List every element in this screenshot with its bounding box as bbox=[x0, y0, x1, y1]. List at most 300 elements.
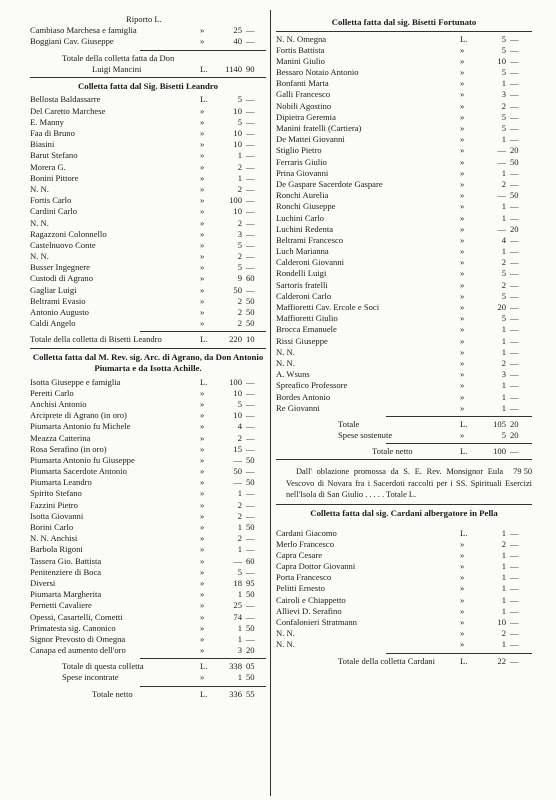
amount-cent: — bbox=[246, 421, 255, 432]
amount-lire: 5 bbox=[237, 94, 242, 105]
entry-name: Bellosta Baldassarre bbox=[30, 94, 101, 105]
currency-mark: » bbox=[200, 499, 205, 510]
amount-cent: — bbox=[510, 335, 519, 346]
amount-lire: 5 bbox=[501, 33, 506, 44]
amount-lire: 10 bbox=[233, 139, 242, 150]
entry-name: Ragazzoni Colonnello bbox=[30, 228, 107, 239]
amount-lire: 1 bbox=[501, 572, 506, 583]
ledger-row bbox=[30, 421, 266, 432]
ledger-row bbox=[276, 539, 532, 550]
amount-cent: 20 bbox=[510, 145, 519, 156]
currency-mark: » bbox=[200, 318, 205, 329]
ledger-row bbox=[276, 134, 532, 145]
ledger-row bbox=[30, 672, 266, 683]
entry-name: Fortis Carlo bbox=[30, 195, 72, 206]
ledger-row bbox=[30, 139, 266, 150]
entry-name: N. N. Anchisi bbox=[30, 533, 78, 544]
currency-mark: » bbox=[460, 572, 465, 583]
amount-lire: 1 bbox=[501, 594, 506, 605]
amount-cent: — bbox=[510, 44, 519, 55]
amount-cent: — bbox=[246, 150, 255, 161]
amount-lire: — bbox=[497, 145, 506, 156]
entry-name: Totale di questa colletta bbox=[62, 661, 144, 672]
entry-name: Beltrami Francesco bbox=[276, 234, 344, 245]
entry-name: Capra Dottor Giovanni bbox=[276, 561, 356, 572]
entry-name: Luch Marianna bbox=[276, 246, 329, 257]
top-rows bbox=[30, 14, 266, 48]
currency-mark: L. bbox=[200, 334, 208, 345]
ledger-row bbox=[30, 388, 266, 399]
currency-mark: » bbox=[460, 145, 465, 156]
amount-lire: 100 bbox=[493, 446, 506, 457]
currency-mark: » bbox=[200, 307, 205, 317]
entry-name: Capra Cesare bbox=[276, 549, 323, 560]
currency-mark: » bbox=[200, 387, 205, 398]
amount-cent: — bbox=[246, 387, 255, 398]
entry-name: Dipietra Geremia bbox=[276, 111, 336, 122]
amount-lire: — bbox=[497, 223, 506, 234]
currency-mark: » bbox=[200, 410, 205, 421]
rule bbox=[140, 686, 266, 687]
ledger-row bbox=[30, 488, 266, 499]
amount-lire: 5 bbox=[237, 566, 242, 577]
amount-cent: — bbox=[246, 239, 255, 250]
entry-name: N. N. bbox=[276, 357, 295, 368]
amount-lire: 3 bbox=[237, 645, 242, 656]
piumarta-totals bbox=[30, 661, 266, 683]
amount-lire: 1 bbox=[501, 201, 506, 212]
amount-lire: 5 bbox=[501, 290, 506, 301]
ledger-row bbox=[30, 162, 266, 173]
ledger-row bbox=[276, 246, 532, 257]
entry-name: N. N. Omegna bbox=[276, 33, 327, 44]
currency-mark: » bbox=[200, 522, 205, 532]
currency-mark: » bbox=[200, 217, 205, 228]
amount-lire: 1 bbox=[501, 212, 506, 223]
amount-lire: 50 bbox=[233, 466, 242, 477]
rule bbox=[276, 31, 532, 32]
entry-name: Cambiaso Marchesa e famiglia bbox=[30, 25, 137, 36]
amount-cent: 20 bbox=[510, 430, 519, 441]
left-column bbox=[30, 14, 266, 700]
entry-name: Isotta Giuseppe e famiglia bbox=[30, 376, 121, 387]
ledger-row bbox=[276, 235, 532, 246]
entry-name: N. N. bbox=[30, 251, 49, 262]
entry-name: Bessaro Notaio Antonio bbox=[276, 67, 359, 78]
ledger-row bbox=[30, 240, 266, 251]
ledger-row bbox=[276, 123, 532, 134]
currency-mark: » bbox=[460, 89, 465, 100]
amount-lire: 5 bbox=[501, 111, 506, 122]
currency-mark: » bbox=[200, 672, 205, 683]
entry-name: Barut Stefano bbox=[30, 150, 78, 161]
amount-lire: 5 bbox=[501, 430, 506, 441]
ledger-row bbox=[30, 25, 266, 36]
entry-name: Pelitti Ernesto bbox=[276, 583, 325, 594]
entry-name: Sartoris fratelli bbox=[276, 279, 328, 290]
ledger-row bbox=[30, 477, 266, 488]
currency-mark: L. bbox=[460, 446, 468, 457]
ledger-row bbox=[30, 522, 266, 533]
currency-mark: L. bbox=[460, 527, 468, 538]
amount-cent: — bbox=[510, 324, 519, 335]
entry-name: Piumarta Sacerdote Antonio bbox=[30, 466, 127, 477]
amount-lire: 1 bbox=[501, 246, 506, 257]
amount-cent: — bbox=[246, 398, 255, 409]
currency-mark: » bbox=[460, 402, 465, 413]
currency-mark: L. bbox=[200, 661, 208, 672]
amount-lire: 1 bbox=[501, 583, 506, 594]
amount-lire: 338 bbox=[229, 661, 242, 672]
amount-lire: 5 bbox=[501, 123, 506, 133]
entry-name: Cairoli e Chiappetto bbox=[276, 594, 346, 605]
currency-mark: » bbox=[460, 369, 465, 380]
amount-cent: — bbox=[510, 290, 519, 301]
currency-mark: » bbox=[200, 488, 205, 499]
currency-mark: » bbox=[200, 36, 205, 47]
amount-lire: 20 bbox=[497, 302, 506, 312]
entry-name: Barbola Rigoni bbox=[30, 544, 83, 555]
amount-lire: 10 bbox=[233, 105, 242, 116]
amount-lire: 1 bbox=[501, 346, 506, 357]
entry-name: De Mattei Giovanni bbox=[276, 134, 345, 145]
ledger-row bbox=[30, 399, 266, 410]
entry-name: Cardini Carlo bbox=[30, 206, 78, 217]
amount-cent: — bbox=[510, 246, 519, 257]
ledger-row bbox=[30, 262, 266, 273]
entry-name: Brocca Emanuele bbox=[276, 324, 337, 335]
entry-name: N. N. bbox=[276, 628, 295, 639]
amount-cent: — bbox=[246, 566, 255, 577]
amount-lire: 1140 bbox=[225, 63, 242, 74]
amount-lire: 2 bbox=[501, 628, 506, 639]
entry-name: Riporto L. bbox=[126, 14, 162, 24]
currency-mark: » bbox=[460, 246, 465, 257]
ledger-row bbox=[30, 410, 266, 421]
ledger-row bbox=[276, 446, 532, 457]
currency-mark: » bbox=[200, 510, 205, 521]
amount-lire: 18 bbox=[233, 577, 242, 588]
currency-mark: » bbox=[200, 421, 205, 432]
amount-cent: — bbox=[510, 212, 519, 223]
ledger-row bbox=[30, 661, 266, 672]
currency-mark: » bbox=[200, 273, 205, 284]
amount-cent: — bbox=[246, 183, 255, 194]
entry-name: Manini fratelli (Cartiera) bbox=[276, 123, 362, 133]
currency-mark: » bbox=[460, 44, 465, 55]
amount-cent: — bbox=[510, 369, 519, 380]
entry-name: N. N. bbox=[276, 639, 295, 650]
entry-name: Spirito Stefano bbox=[30, 488, 82, 499]
entry-name: Morera G. bbox=[30, 161, 66, 172]
ledger-row bbox=[276, 403, 532, 414]
currency-mark: » bbox=[200, 577, 205, 588]
amount-lire: 2 bbox=[237, 161, 242, 172]
amount-lire: 1 bbox=[501, 527, 506, 538]
ledger-row bbox=[276, 168, 532, 179]
ledger-row bbox=[30, 64, 266, 75]
amount-lire: 10 bbox=[497, 55, 506, 66]
eula-text: Dall' oblazione promossa da S. E. Rev. Monsignor Eula Vescovo di Novara fra i Sacerdoti raccolti per i SS. Spirituali Esercizi nell'Isola di San Giulio . . . . . Totale L. bbox=[286, 467, 532, 499]
amount-lire: 100 bbox=[229, 195, 242, 206]
amount-lire: 5 bbox=[237, 262, 242, 273]
amount-lire: 1 bbox=[501, 391, 506, 402]
ledger-row bbox=[276, 257, 532, 268]
amount-cent: — bbox=[246, 284, 255, 295]
currency-mark: » bbox=[460, 538, 465, 549]
ledger-row bbox=[30, 117, 266, 128]
ledger-row bbox=[276, 34, 532, 45]
ledger-row bbox=[30, 511, 266, 522]
entry-name: Piumarta Antonio fu Michele bbox=[30, 421, 131, 432]
ledger-row bbox=[30, 455, 266, 466]
entry-name: Bonini Pittore bbox=[30, 172, 79, 183]
amount-lire: 2 bbox=[501, 538, 506, 549]
amount-cent: — bbox=[510, 55, 519, 66]
entry-name: Confalonieri Stratmann bbox=[276, 617, 357, 628]
amount-lire: 10 bbox=[233, 410, 242, 421]
currency-mark: » bbox=[460, 111, 465, 122]
amount-lire: 1 bbox=[501, 549, 506, 560]
currency-mark: » bbox=[460, 335, 465, 346]
entry-name: Calderoni Carlo bbox=[276, 290, 332, 301]
currency-mark: » bbox=[200, 555, 205, 566]
amount-lire: 9 bbox=[237, 273, 242, 284]
amount-cent: — bbox=[510, 123, 519, 133]
amount-cent: — bbox=[246, 195, 255, 206]
amount-cent: 50 bbox=[510, 156, 519, 167]
entry-name: Anchisi Antonio bbox=[30, 398, 87, 409]
entry-name: Spese incontrate bbox=[62, 672, 119, 683]
ledger-row bbox=[30, 94, 266, 105]
amount-lire: 1 bbox=[237, 522, 242, 532]
entry-name: A. Wsuns bbox=[276, 369, 310, 380]
amount-lire: 5 bbox=[501, 44, 506, 55]
entry-name: Piumarta Antonio fu Giuseppe bbox=[30, 454, 135, 465]
currency-mark: » bbox=[460, 78, 465, 89]
amount-lire: 4 bbox=[501, 234, 506, 245]
amount-cent: — bbox=[510, 583, 519, 594]
amount-lire: — bbox=[497, 156, 506, 167]
rule bbox=[140, 658, 266, 659]
ledger-row bbox=[30, 36, 266, 47]
entry-name: Prina Giovanni bbox=[276, 167, 329, 178]
amount-lire: 25 bbox=[233, 600, 242, 611]
ledger-row bbox=[30, 645, 266, 656]
cardani-total bbox=[276, 656, 532, 667]
amount-lire: 5 bbox=[501, 67, 506, 78]
amount-cent: — bbox=[510, 178, 519, 189]
amount-cent: — bbox=[510, 111, 519, 122]
entry-name: Antonio Augusto bbox=[30, 307, 89, 317]
ledger-row bbox=[276, 268, 532, 279]
fortunato-list bbox=[276, 34, 532, 414]
ledger-row bbox=[276, 145, 532, 156]
amount-cent: — bbox=[510, 605, 519, 616]
entry-name: Calderoni Giovanni bbox=[276, 257, 345, 268]
ledger-row bbox=[276, 583, 532, 594]
amount-cent: — bbox=[510, 561, 519, 572]
amount-lire: 2 bbox=[237, 318, 242, 329]
entry-name: Piumarta Leandro bbox=[30, 477, 92, 488]
ledger-row bbox=[276, 224, 532, 235]
ledger-row bbox=[30, 251, 266, 262]
amount-cent: 10 bbox=[246, 334, 255, 345]
amount-lire: 15 bbox=[233, 443, 242, 454]
amount-cent: 50 bbox=[246, 295, 255, 306]
amount-cent: — bbox=[246, 206, 255, 217]
amount-cent: — bbox=[510, 572, 519, 583]
currency-mark: » bbox=[460, 279, 465, 290]
ledger-row bbox=[276, 89, 532, 100]
currency-mark: » bbox=[460, 257, 465, 268]
amount-lire: 22 bbox=[497, 655, 506, 666]
entry-name: Totale della colletta fatta da Don bbox=[62, 52, 175, 63]
ledger-row bbox=[276, 56, 532, 67]
entry-name: Primatesta sig. Canonico bbox=[30, 622, 116, 633]
amount-lire: 3 bbox=[501, 369, 506, 380]
ledger-row bbox=[30, 377, 266, 388]
amount-cent: — bbox=[246, 128, 255, 138]
ledger-row bbox=[276, 550, 532, 561]
amount-cent: — bbox=[510, 33, 519, 44]
amount-lire: 2 bbox=[237, 432, 242, 443]
amount-cent: — bbox=[246, 633, 255, 644]
amount-cent: — bbox=[510, 100, 519, 111]
ledger-row bbox=[276, 572, 532, 583]
currency-mark: » bbox=[200, 443, 205, 454]
currency-mark: » bbox=[460, 594, 465, 605]
currency-mark: » bbox=[460, 290, 465, 301]
ledger-row bbox=[30, 173, 266, 184]
section-title-fortunato: Colletta fatta dal sig. Bisetti Fortunato bbox=[331, 17, 477, 27]
amount-cent: — bbox=[246, 466, 255, 477]
ledger-row bbox=[276, 157, 532, 168]
amount-cent: 50 bbox=[246, 622, 255, 633]
amount-cent: 50 bbox=[246, 522, 255, 532]
ledger-row bbox=[276, 179, 532, 190]
entry-name: N. N. bbox=[276, 346, 295, 357]
entry-name: Arciprete di Agrano (in oro) bbox=[30, 410, 127, 421]
currency-mark: L. bbox=[200, 688, 208, 699]
entry-name: Nobili Agostino bbox=[276, 100, 332, 111]
amount-lire: — bbox=[233, 555, 242, 566]
currency-mark: » bbox=[460, 268, 465, 279]
amount-lire: 1 bbox=[501, 605, 506, 616]
entry-name: Opessi, Casartelli, Cometti bbox=[30, 611, 123, 622]
fortunato-totals bbox=[276, 419, 532, 441]
amount-cent: 50 bbox=[246, 589, 255, 600]
entry-name: Peretti Carlo bbox=[30, 387, 74, 398]
amount-cent: — bbox=[246, 105, 255, 116]
amount-lire: 1 bbox=[501, 335, 506, 346]
entry-name: Cardani Giacomo bbox=[276, 527, 337, 538]
currency-mark: » bbox=[460, 134, 465, 145]
currency-mark: » bbox=[200, 206, 205, 217]
amount-lire: 100 bbox=[229, 376, 242, 387]
ledger-row bbox=[276, 380, 532, 391]
entry-name: Ronchi Aurelia bbox=[276, 190, 329, 201]
amount-cent: 60 bbox=[246, 555, 255, 566]
currency-mark: » bbox=[460, 561, 465, 572]
amount-lire: 2 bbox=[501, 257, 506, 268]
entry-name: Galli Francesco bbox=[276, 89, 331, 100]
rule bbox=[140, 50, 266, 51]
entry-name: Busser Ingegnere bbox=[30, 262, 90, 273]
amount-cent: 50 bbox=[246, 454, 255, 465]
rule bbox=[276, 504, 532, 505]
rule bbox=[386, 416, 532, 417]
amount-lire: 10 bbox=[233, 206, 242, 217]
entry-name: Fortis Battista bbox=[276, 44, 325, 55]
amount-lire: 1 bbox=[501, 380, 506, 391]
currency-mark: » bbox=[200, 161, 205, 172]
currency-mark: » bbox=[460, 639, 465, 650]
currency-mark: » bbox=[460, 430, 465, 441]
entry-name: Maffioretti Cav. Ercole e Soci bbox=[276, 302, 380, 312]
currency-mark: » bbox=[200, 622, 205, 633]
amount-lire: 74 bbox=[233, 611, 242, 622]
currency-mark: » bbox=[460, 380, 465, 391]
ledger-row bbox=[30, 500, 266, 511]
currency-mark: » bbox=[200, 633, 205, 644]
currency-mark: » bbox=[200, 454, 205, 465]
amount-cent: — bbox=[246, 172, 255, 183]
amount-cent: — bbox=[246, 544, 255, 555]
ledger-row bbox=[30, 433, 266, 444]
currency-mark: » bbox=[200, 228, 205, 239]
rule bbox=[386, 443, 532, 444]
amount-cent: — bbox=[246, 116, 255, 127]
amount-cent: — bbox=[246, 139, 255, 150]
amount-lire: 1 bbox=[237, 544, 242, 555]
amount-cent: 20 bbox=[246, 645, 255, 656]
amount-cent: 55 bbox=[246, 688, 255, 699]
ledger-row bbox=[276, 617, 532, 628]
entry-name: Totale della colletta Cardani bbox=[338, 655, 435, 666]
ledger-row bbox=[30, 285, 266, 296]
entry-name: Re Giovanni bbox=[276, 402, 320, 413]
currency-mark: » bbox=[460, 100, 465, 111]
entry-name: E. Manny bbox=[30, 116, 64, 127]
ledger-row bbox=[276, 430, 532, 441]
amount-cent: 50 bbox=[246, 307, 255, 317]
amount-cent: — bbox=[246, 262, 255, 273]
amount-cent: — bbox=[510, 167, 519, 178]
amount-cent: — bbox=[246, 600, 255, 611]
ledger-row bbox=[30, 128, 266, 139]
rule bbox=[386, 653, 532, 654]
currency-mark: » bbox=[200, 262, 205, 273]
ledger-row bbox=[30, 150, 266, 161]
ledger-row bbox=[276, 324, 532, 335]
entry-name: Spreafico Professore bbox=[276, 380, 348, 391]
entry-name: Isotta Giovanni bbox=[30, 510, 84, 521]
entry-name: Luchini Carlo bbox=[276, 212, 324, 223]
currency-mark: » bbox=[460, 223, 465, 234]
ledger-row bbox=[276, 112, 532, 123]
rule bbox=[140, 331, 266, 332]
cardani-list bbox=[276, 528, 532, 651]
ledger-row bbox=[30, 184, 266, 195]
amount-cent: — bbox=[510, 391, 519, 402]
ledger-row bbox=[276, 201, 532, 212]
ledger-row bbox=[30, 14, 266, 25]
ledger-row bbox=[276, 419, 532, 430]
entry-name: Fazzini Pietro bbox=[30, 499, 78, 510]
currency-mark: » bbox=[200, 25, 205, 36]
ledger-row bbox=[30, 567, 266, 578]
